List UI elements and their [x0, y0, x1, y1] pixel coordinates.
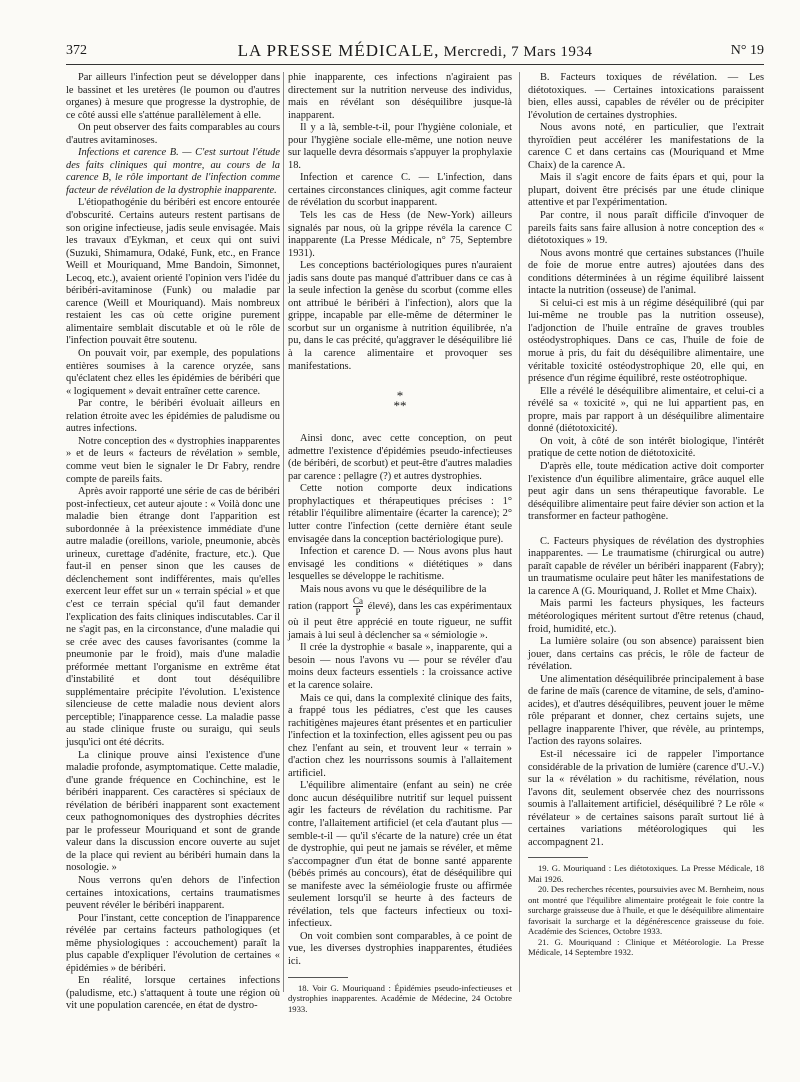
- paragraph: Ainsi donc, avec cette conception, on peut admettre l'existence d'épidémies pseudo-infectieuses (de béribéri, de scorbut) et peut-être d'autres maladies par carence : pellagre (?) et autres dystrophies.: [288, 433, 512, 482]
- paragraph: Par ailleurs l'infection peut se développer dans le bassinet et les uretères (le poumon ou d'autres organes) à mesure que progresse la dystrophie, de ce côté aussi elle s'atténue parallèlement à elle.: [66, 72, 280, 121]
- paragraph: On voit, à côté de son intérêt biologique, l'intérêt pratique de cette notion de diétotoxicité.: [528, 435, 764, 460]
- ca-p-fraction: [353, 596, 363, 617]
- paragraph: Par contre, il nous paraît difficile d'invoquer de pareils faits sans faire allusion à notre conception des « diétotoxiques » 19.: [528, 210, 764, 247]
- paragraph: Après avoir rapporté une série de cas de béribéri post-infectieux, cet auteur ajoute : « Voilà donc une maladie bien étrange dont l'apparition est subordonnée à la préexistence immédiate d'une autre maladie (oreillons, variole, pneumonie, abcès urineux, curettage d'adénite, fracture, etc.). Que faut-il en penser sinon que les causes de déclenchement sont indifférentes, mais qu'elles exercent leur effet sur un « terrain spécial » et que c'est ce terrain spécial qu'il faut demander l'explication des faits cliniques indiscutables. Car il ne s'agit pas, en la circonstance, d'une maladie qui se crée avec des causes favorisantes (comme la pneumonie par le froid), mais d'une maladie préformée mettant l'organisme en extrême état d'instabilité et dont tout déséquilibre supplémentaire précipite l'évolution. L'existence silencieuse de cette maladie nous devient alors perceptible; l'inapparence cesse. La maladie passe au stade clinique fruste ou suraigu, qui seuls jusqu'ici ont été décrits.: [66, 486, 281, 748]
- ratio-lead: ration (rapport: [288, 601, 349, 613]
- issue-date: Mercredi, 7 Mars 1934: [443, 44, 593, 60]
- paragraph: On voit combien sont comparables, à ce point de vue, les diverses dystrophies inapparentes, étudiées ici.: [288, 930, 512, 967]
- section-gap: [528, 524, 764, 536]
- ratio-paragraph: [288, 596, 512, 642]
- paragraph: Nous avons noté, en particulier, que l'extrait thyroïdien peut accélérer les manifestations de la carence C et dans certains cas (Mouriquand et Mme Chaix) de la carence A.: [528, 122, 764, 171]
- paragraph: Infections et carence B. — C'est surtout l'étude des faits cliniques qui montre, au cours de la carence B, le rôle important de l'infection comme facteur de révélation de la dystrophie inapparente.: [66, 147, 280, 196]
- paragraph: Pour l'instant, cette conception de l'inapparence révélée par certains facteurs pathologiques (et même physiologiques : accouchement) paraît la plus capable d'expliquer l'évolution de certaines « épidémies » de béribéri.: [66, 912, 280, 974]
- paragraph: Les conceptions bactériologiques pures n'auraient jadis sans doute pas manqué d'attribuer dans ce cas à la seule infection la genèse du scorbut (comme elles ont attribué le béribéri à l'infection), alors que la grippe, incapable par elle-même de déterminer le scorbut sur un organisme à nutrition équilibrée, n'a pu, dans le cas précité, qu'aggraver le déséquilibre lié à la carence alimentaire et provoquer ses manifestations.: [288, 260, 512, 372]
- paragraph: Infection et carence D. — Nous avons plus haut envisagé les conditions « diététiques » dans lesquelles se développe le rachitisme.: [288, 546, 512, 583]
- paragraph: On pouvait voir, par exemple, des populations entières soumises à la carence oryzée, sans qu'éclatent chez elles les épidémies de béribéri que « logiquement » devait entraîner cette carence.: [66, 348, 280, 397]
- paragraph: Une alimentation déséquilibrée principalement à base de farine de maïs (carence de vitamine, de sels, d'amino-acides), et d'autres déséquilibres, peuvent jouer le même rôle préparant et donner, chez certains sujets, une pellagre inapparente l'hiver, que révèle, au printemps, l'action des rayons solaires.: [528, 673, 764, 748]
- paragraph: Nous verrons qu'en dehors de l'infection certaines intoxications, certains traumatismes peuvent révéler le béribéri inapparent.: [66, 875, 280, 912]
- paragraph: Cette notion comporte deux indications prophylactiques et thérapeutiques précises : 1° rétablir l'équilibre alimentaire (écarter la carence); 2° lutter contre l'infection (cette dernière étant seule envisagée dans la conception bactériologique pure).: [288, 483, 512, 545]
- fraction-denominator: P: [355, 607, 361, 618]
- issue-number: N° 19: [730, 43, 764, 58]
- paragraph: C. Facteurs physiques de révélation des dystrophies inapparentes. — Le traumatisme (chirurgical ou autre) paraît capable de révéler un béribéri inapparent (Fabry); un traumatisme oculaire peut hâter les manifestations de la carence A (G. Mouriquand, J. Rollet et Mme Chaix).: [528, 535, 764, 597]
- page-header: [66, 40, 764, 65]
- column-2: [288, 72, 512, 1014]
- paragraph: On peut observer des faits comparables au cours d'autres avitaminoses.: [66, 122, 280, 146]
- paragraph: La lumière solaire (ou son absence) paraissent bien jouer, dans certains cas précis, le rôle de facteur de révélation.: [528, 636, 764, 673]
- paragraph: Par contre, le béribéri évoluait ailleurs en relation étroite avec les épidémies de paludisme ou autres infections.: [66, 398, 280, 435]
- section-asterism: [288, 388, 512, 414]
- paragraph: Tels les cas de Hess (de New-York) ailleurs signalés par nous, où la grippe révéla la carence C inapparente (La Presse Médicale, n° 75, Septembre 1931).: [288, 210, 512, 259]
- column-3: [528, 72, 764, 958]
- footnote: 19. G. Mouriquand : Les diétotoxiques. La Presse Médicale, 18 Mai 1926.: [528, 863, 764, 884]
- paragraph: Mais parmi les facteurs physiques, les facteurs météorologiques méritent surtout d'être retenus (chaud, froid, humidité, etc.).: [528, 598, 764, 635]
- paragraph: Il y a là, semble-t-il, pour l'hygiène coloniale, et pour l'hygiène sociale elle-même, une notion neuve sur laquelle devra désormais s'appuyer la prophylaxie 18.: [288, 122, 512, 171]
- paragraph: B. Facteurs toxiques de révélation. — Les diétotoxiques. — Certaines intoxications paraissent bien, elles aussi, capables de révéler ou de précipiter l'évolution de certaines dystrophies.: [528, 72, 764, 121]
- paragraph: L'équilibre alimentaire (enfant au sein) ne crée donc aucun déséquilibre nutritif sur lequel puissent agir les facteurs de révélation du rachitisme. Par contre, l'allaitement artificiel (et cela d'autant plus — semble-t-il — qu'il s'écarte de la nature) crée un état de dystrophie, qui peut ne jamais se révéler, et même s'accompagner d'un état de bonne santé apparente (bébés primés au concours), état de déséquilibre qui se manifeste avec la séméiologie fruste ou affirmée seulement lorsqu'il se heurte à des facteurs de révélation, tels que facteurs infectieux ou toxi-infectieux.: [288, 780, 512, 930]
- paragraph: Si celui-ci est mis à un régime déséquilibré (qui par lui-même ne trouble pas la nutrition osseuse), l'adjonction de l'huile entraîne de graves troubles ostéodystrophiques. Dans ce cas, l'huile de foie de morue à pris, du fait du déséquilibre alimentaire, une véritable toxicité ostéodystrophique 20, elle qui, en présence d'un régime équilibré, reste ostéotrophique.: [528, 297, 764, 385]
- paragraph: Mais il s'agit encore de faits épars et qui, pour la plupart, doivent être précisés par une étude clinique attentive et par l'expérimentation.: [528, 172, 764, 209]
- footnote: 21. G. Mouriquand : Clinique et Météorologie. La Presse Médicale, 14 Septembre 1932.: [528, 936, 764, 958]
- paragraph: D'après elle, toute médication active doit comporter l'existence d'un équilibre alimentaire, grâce auquel elle peut agir dans un sens thérapeutique favorable. Le déséquilibre alimentaire peut faire dévier son action et la transformer en facteur pathogène.: [528, 460, 764, 523]
- page-number: 372: [66, 43, 87, 58]
- fraction-numerator: Ca: [353, 596, 364, 607]
- ratio-tail: élevé), dans les cas expérimentaux où il peut être apprécié en toute rigueur, ne suffit jamais à lui seul à déclencher sa « sémiologie ».: [288, 601, 512, 641]
- footnote: 20. Des recherches récentes, poursuivies avec M. Bernheim, nous ont montré que l'équilibre alimentaire protégeait le foie contre la surcharge graisseuse due à l'huile, et que le déséquilibre alimentaire favorisait la surcharge et la dégénérescence graisseuse du foie. Académie des Sciences, Octobre 1933.: [528, 884, 764, 937]
- footnote-rule: [528, 857, 588, 858]
- paragraph: Mais ce qui, dans la complexité clinique des faits, a frappé tous les pédiatres, c'est que les causes rachitigènes majeures étant présentes et en particulier l'infection et la toxinfection, elles agissent peu ou pas chez l'enfant au sein, et trouvent leur « terrain » d'action chez les nourrissons soumis à l'allaitement artificiel.: [288, 692, 512, 779]
- paragraph: Est-il nécessaire ici de rappeler l'importance considérable de la privation de lumière (carence d'U.-V.) sur la « révélation » du rachitisme, révélation, nous l'avons dit, seulement observée chez des nourrissons soumis à l'allaitement artificiel, déséquilibré ? Le rôle « révélateur » de certaines saisons paraît surtout lié à certaines variations météorologiques qui les accompagnent 21.: [528, 748, 764, 848]
- paragraph: Mais nous avons vu que le déséquilibre de la: [300, 583, 487, 595]
- paragraph: La clinique prouve ainsi l'existence d'une maladie profonde, asymptomatique. Cette maladie, d'une grande fréquence en Cochinchine, est le béribéri inapparent. Ces caractères si spéciaux de révélation de béribéri inapparent sont exactement ceux pathognomoniques des dystrophies décrites par le professeur Mouriquand et sont de grande valeur dans la discussion encore ouverte au sujet de la place qui revient au béribéri humain dans la nosologie. »: [66, 749, 280, 874]
- publication-name: LA PRESSE MÉDICALE,: [237, 41, 440, 60]
- paragraph: Nous avons montré que certaines substances (l'huile de foie de morue entre autres) ajoutées dans des conditions déterminées à un régime équilibré laissent intacte la nutrition (osseuse) de l'animal.: [528, 247, 764, 297]
- asterism-mark: * **: [393, 388, 407, 414]
- paragraph: Elle a révélé le déséquilibre alimentaire, et celui-ci a révélé sa « toxicité », qui ne lui appartient pas, en propre, mais par rapport à un déséquilibre alimentaire donné (diétotoxicité).: [528, 385, 764, 435]
- paragraph: Infection et carence C. — L'infection, dans certaines circonstances cliniques, agit comme facteur de révélation du scorbut inapparent.: [288, 172, 512, 209]
- paragraph: Notre conception des « dystrophies inapparentes » et de leurs « facteurs de révélation » semble, comme veut bien le signaler le Dr Fabry, rendre compte de pareils faits.: [66, 435, 280, 485]
- column-divider: [283, 72, 284, 992]
- paragraph: L'étiopathogénie du béribéri est encore entourée d'obscurité. Certains auteurs restent partisans de son origine infectieuse, jadis seule envisagée. Mais les travaux d'Eykman, et ceux qui ont suivi (Suzuki, Shimamura, Odaké, Funk, etc., en France Weill et Mouriquand, Mme Bandoin, Simonnet, Lecoq, etc.), avaient orienté l'opinion vers l'idée du béribéri-avitaminose (Funk) ou maladie par carence (Weill et Mouriquand). Mais nombreux restaient les cas où cette origine purement alimentaire semblait discutable et où le rôle de l'infection pouvait être soutenu.: [66, 197, 280, 347]
- footnote-rule: [288, 977, 348, 978]
- column-divider: [519, 72, 520, 992]
- running-title: [66, 41, 764, 61]
- footnote: 18. Voir G. Mouriquand : Épidémies pseudo-infectieuses et dystrophies inapparentes. Académie de Médecine, 24 Octobre 1933.: [288, 982, 512, 1014]
- paragraph: En réalité, lorsque certaines infections (paludisme, etc.) s'attaquent à toute une région où vit une population carencée, en état de dystro-: [66, 975, 280, 1012]
- footnotes: [528, 863, 764, 958]
- paragraph: phie inapparente, ces infections n'agiraient pas directement sur la nutrition nerveuse des individus, mais en révélant son déséquilibre jusque-là inapparent.: [288, 72, 512, 121]
- column-1: [66, 72, 280, 1013]
- paragraph: Il crée la dystrophie « basale », inapparente, qui a besoin — nous l'avons vu — pour se révéler d'au moins deux facteurs essentiels : la croissance active et la carence solaire.: [288, 642, 512, 691]
